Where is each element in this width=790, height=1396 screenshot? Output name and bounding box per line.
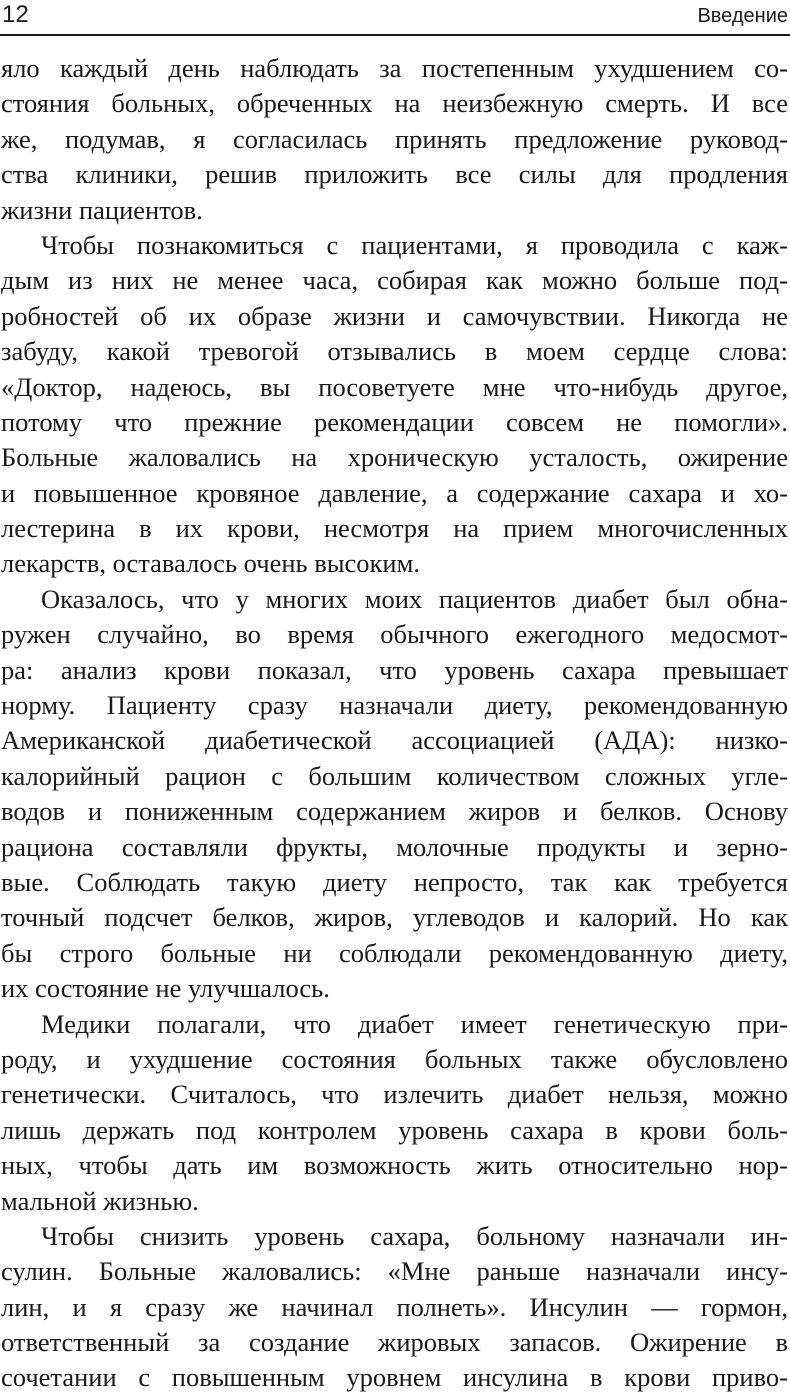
text-line: их состояние не улучшалось. xyxy=(1,973,330,1004)
text-line: лестерина в их крови, несмотря на прием многочисленных xyxy=(1,513,788,544)
text-line: Чтобы снизить уровень сахара, больному назначали ин- xyxy=(41,1220,788,1251)
text-line: потому что прежние рекомендации совсем не помогли». xyxy=(1,406,788,437)
text-line: генетически. Считалось, что излечить диабет нельзя, можно xyxy=(1,1079,788,1110)
text-line: точный подсчет белков, жиров, углеводов и калорий. Но как xyxy=(1,902,788,933)
text-line: вые. Соблюдать такую диету непросто, так как требуется xyxy=(1,866,788,897)
text-line: Больные жаловались на хроническую усталость, ожирение xyxy=(1,442,788,473)
text-line: робностей об их образе жизни и самочувствии. Никогда не xyxy=(1,300,788,331)
text-line: мальной жизнью. xyxy=(1,1185,199,1216)
text-line: ных, чтобы дать им возможность жить относительно нор- xyxy=(1,1150,788,1181)
text-line: сочетании с повышенным уровнем инсулина в крови приво- xyxy=(1,1362,788,1393)
text-line: «Доктор, надеюсь, вы посоветуете мне что-нибудь другое, xyxy=(1,371,788,402)
text-line: же, подумав, я согласилась принять предложение руковод- xyxy=(1,123,788,154)
page-number: 12 xyxy=(2,1,29,28)
text-line: рациона составляли фрукты, молочные продукты и зерно- xyxy=(1,831,788,862)
text-line: Оказалось, что у многих моих пациентов диабет был обна- xyxy=(41,583,788,614)
text-line: лин, и я сразу же начинал полнеть». Инсулин — гормон, xyxy=(1,1291,788,1322)
running-head: Введение xyxy=(697,5,788,27)
body-text xyxy=(1,51,788,1396)
text-line: Медики полагали, что диабет имеет генетическую при- xyxy=(41,1008,788,1039)
text-line: ра: анализ крови показал, что уровень сахара превышает xyxy=(1,654,788,685)
page-header xyxy=(0,0,790,36)
text-line: забуду, какой тревогой отзывались в моем сердце слова: xyxy=(1,336,788,367)
text-line: лекарств, оставалось очень высоким. xyxy=(1,548,421,579)
text-line: ружен случайно, во время обычного ежегодного медосмот- xyxy=(1,619,788,650)
text-line: жизни пациентов. xyxy=(1,194,203,225)
text-line: сулин. Больные жаловались: «Мне раньше назначали инсу- xyxy=(1,1256,788,1287)
text-line: и повышенное кровяное давление, а содержание сахара и хо- xyxy=(1,477,788,508)
text-line: ответственный за создание жировых запасов. Ожирение в xyxy=(1,1327,788,1358)
text-line: роду, и ухудшение состояния больных также обусловлено xyxy=(1,1043,788,1074)
text-line: водов и пониженным содержанием жиров и белков. Основу xyxy=(1,796,788,827)
text-line: бы строго больные ни соблюдали рекомендованную диету, xyxy=(1,937,788,968)
text-line: яло каждый день наблюдать за постепенным ухудшением со- xyxy=(1,53,788,83)
text-line: стояния больных, обреченных на неизбежную смерть. И все xyxy=(1,88,788,119)
text-line: Американской диабетической ассоциацией (АДА): низко- xyxy=(1,725,788,756)
text-line: лишь держать под контролем уровень сахара в крови боль- xyxy=(1,1114,788,1145)
text-line: дым из них не менее часа, собирая как можно больше под- xyxy=(1,265,788,296)
text-line: ства клиники, решив приложить все силы для продления xyxy=(1,159,788,190)
text-line: Чтобы познакомиться с пациентами, я проводила с каж- xyxy=(41,229,788,260)
text-line: норму. Пациенту сразу назначали диету, рекомендованную xyxy=(1,690,788,721)
text-line: калорийный рацион с большим количеством сложных угле- xyxy=(1,760,788,791)
